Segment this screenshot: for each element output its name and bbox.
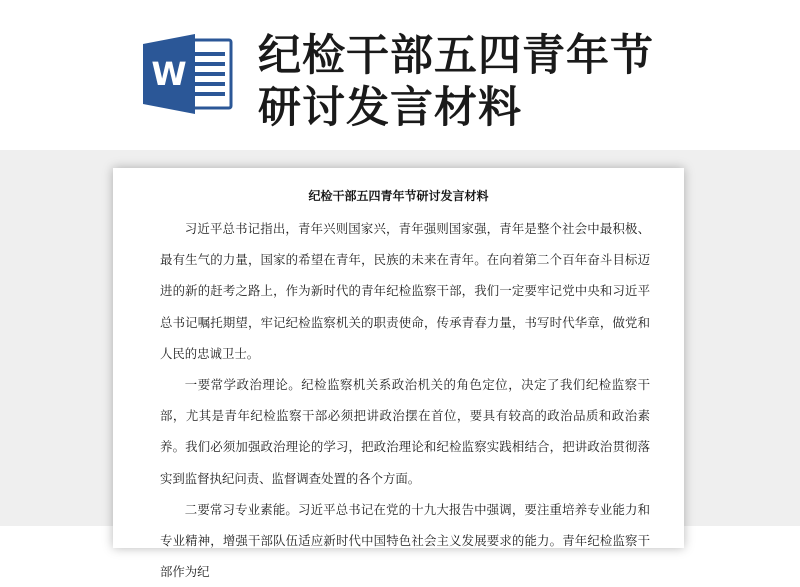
word-icon: [143, 34, 233, 114]
document-page: [113, 168, 684, 580]
document-paragraph: 二要常习专业素能。习近平总书记在党的十九大报告中强调，要注重培养专业能力和专业精神，增强干部队伍适应新时代中国特色社会主义发展要求的能力。青年纪检监察干部作为纪: [160, 501, 650, 580]
banner-title-line1: 纪检干部五四青年节: [258, 31, 654, 81]
banner-title-line2: 研讨发言材料: [258, 83, 522, 133]
banner-title: [258, 30, 758, 134]
document-paragraph: 习近平总书记指出，青年兴则国家兴，青年强则国家强，青年是整个社会中最积极、最有生气的力量，国家的希望在青年，民族的未来在青年。在向着第二个百年奋斗目标迈进的新的赶考之路上，作为新时代的青年纪检监察干部，我们一定要牢记党中央和习近平总书记嘱托期望，牢记纪检监察机关的职责使命，传承青春力量，书写时代华章，做党和人民的忠诚卫士。: [160, 221, 650, 361]
document-body: [160, 213, 650, 587]
word-icon-letter: W: [151, 55, 187, 93]
document-paragraph: 一要常学政治理论。纪检监察机关系政治机关的角色定位，决定了我们纪检监察干部，尤其是青年纪检监察干部必须把讲政治摆在首位，要具有较高的政治品质和政治素养。我们必须加强政治理论的学习，把政治理论和纪检监察实践相结合，把讲政治贯彻落实到监督执纪问责、监督调查处置的各个方面。: [160, 377, 650, 486]
document-title: 纪检干部五四青年节研讨发言材料: [308, 189, 489, 203]
